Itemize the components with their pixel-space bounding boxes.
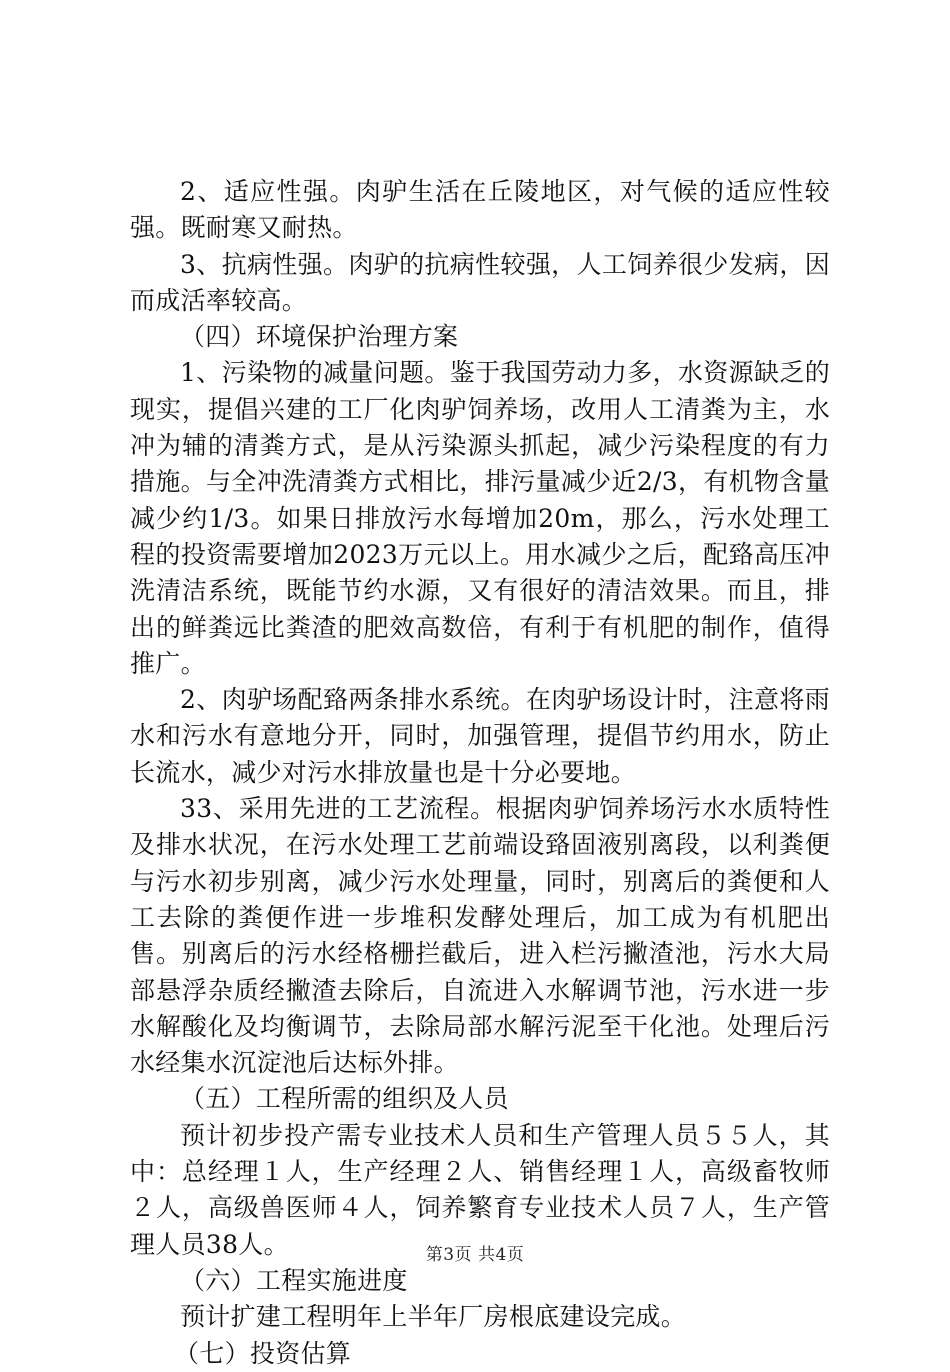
paragraph-process-flow: 33、采用先进的工艺流程。根据肉驴饲养场污水水质特性及排水状况，在污水处理工艺前端设臵固液别离段，以利粪便与污水初步别离，减少污水处理量，同时，别离后的粪便和人工去除的粪便作进一步堆积发酵处理后，加工成为有机肥出售。别离后的污水经格栅拦截后，进入栏污撇渣池，污水大局部悬浮杂质经撇渣去除后，自流进入水解调节池，污水进一步水解酸化及均衡调节，去除局部水解污泥至干化池。处理后污水经集水沉淀池后达标外排。 xyxy=(130,794,830,1078)
section-heading-organization: （五）工程所需的组织及人员 xyxy=(180,1084,509,1114)
paragraph-schedule: 预计扩建工程明年上半年厂房根底建设完成。 xyxy=(180,1302,687,1332)
paragraph-drainage-system: 2、肉驴场配臵两条排水系统。在肉驴场设计时，注意将雨水和污水有意地分开，同时，加强管理，提倡节约用水，防止长流水，减少对污水排放量也是十分必要地。 xyxy=(130,685,830,787)
page-number-footer: 第3页 共4页 xyxy=(425,1245,525,1265)
section-heading-investment: （七）投资估算 xyxy=(174,1338,352,1368)
document-body xyxy=(130,174,830,1372)
paragraph-pollution-reduction: 1、污染物的减量问题。鉴于我国劳动力多，水资源缺乏的现实，提倡兴建的工厂化肉驴饲养场，改用人工清粪为主，水冲为辅的清粪方式，是从污染源头抓起，减少污染程度的有力措施。与全冲洗清粪方式相比，排污量减少近2/3，有机物含量减少约1/3。如果日排放污水每增加20m，那么，污水处理工程的投资需要增加2023万元以上。用水减少之后，配臵高压冲洗清洁系统，既能节约水源，又有很好的清洁效果。而且，排出的鲜粪远比粪渣的肥效高数倍，有利于有机肥的制作，值得推广。 xyxy=(130,358,830,678)
paragraph-adaptability: 2、适应性强。肉驴生活在丘陵地区，对气候的适应性较强。既耐寒又耐热。 xyxy=(130,177,830,243)
paragraph-disease-resistance: 3、抗病性强。肉驴的抗病性较强，人工饲养很少发病，因而成活率较高。 xyxy=(130,249,830,315)
paragraph-staffing: 预计初步投产需专业技术人员和生产管理人员５５人，其中：总经理１人，生产经理２人、销售经理１人，高级畜牧师２人，高级兽医师４人，饲养繁育专业技术人员７人，生产管理人员38人。 xyxy=(130,1120,830,1259)
section-heading-environment: （四）环境保护治理方案 xyxy=(180,322,459,352)
section-heading-schedule: （六）工程实施进度 xyxy=(180,1265,408,1295)
